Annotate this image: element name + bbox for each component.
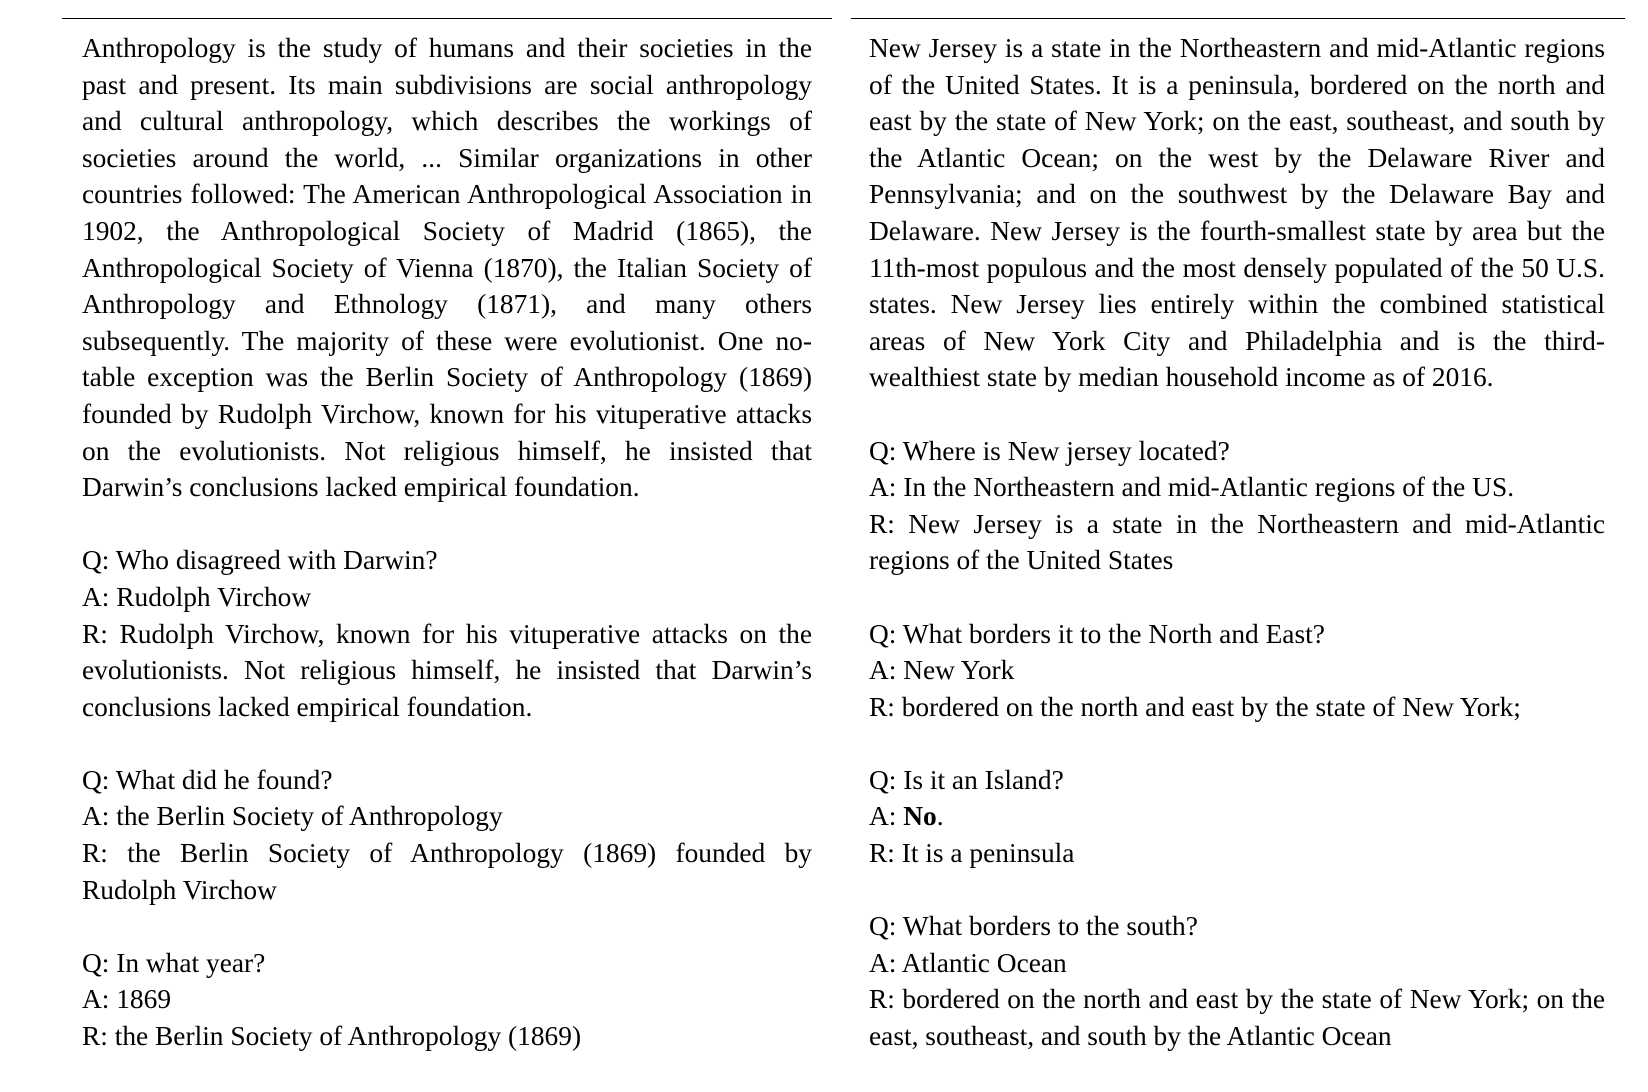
rationale: R: bordered on the north and east by the state of New York; on the east, southeast, and south by the Atlantic Ocean <box>869 984 1605 1052</box>
right-column <box>869 30 1605 1055</box>
question: Q: What borders it to the North and East? <box>869 618 1325 649</box>
answer: A: 1869 <box>82 984 172 1015</box>
right-qa-2 <box>869 616 1605 726</box>
right-passage: New Jersey is a state in the Northeastern and mid-Atlantic regions of the United States. It is a peninsula, bordered on the north and east by the state of New York; on the east, southeast, and south by the Atlantic Ocean; on the west by the Delaware River and Pennsylvania; and on the southwest by the Delaware Bay and Delaware. New Jersey is the fourth-smallest state by area but the 11th-most populous and the most densely populated of the 50 U.S. states. New Jersey lies entirely within the combined statistical areas of New York City and Philadelphia and is the third-wealthiest state by median household income as of 2016. <box>869 33 1605 393</box>
left-qa-1 <box>82 542 812 725</box>
rationale: R: It is a peninsula <box>869 838 1075 869</box>
right-qa-1 <box>869 433 1605 579</box>
left-qa-3 <box>82 945 812 1055</box>
left-passage: Anthropology is the study of humans and their societies in the past and present. Its main subdivisions are social anthropology and cultural anthropology, which describes the workings of societies around the world, ... Similar organizations in other countries followed: The American Anthropological Association in 1902, the Anthropological Society of Madrid (1865), the Anthropological Society of Vienna (1870), the Italian Society of Anthropology and Ethnology (1871), and many others subsequently. The majority of these were evolutionist. One notable exception was the Berlin Society of Anthropology (1869) founded by Rudolph Virchow, known for his vituperative attacks on the evolutionists. Not religious himself, he insisted that Darwin’s conclusions lacked empirical foundation. <box>82 33 812 503</box>
rationale: R: the Berlin Society of Anthropology (1869) <box>82 1021 582 1052</box>
left-column <box>82 30 812 1055</box>
question: Q: Is it an Island? <box>869 764 1064 795</box>
question: Q: Who disagreed with Darwin? <box>82 545 438 576</box>
answer-prefix: A: <box>869 801 904 832</box>
top-rule-right <box>851 18 1625 19</box>
question: Q: In what year? <box>82 947 266 978</box>
question: Q: What borders to the south? <box>869 911 1198 942</box>
answer: A: Atlantic Ocean <box>869 947 1067 978</box>
rationale: R: Rudolph Virchow, known for his vituperative attacks on the evolutionists. Not religious himself, he insisted that Darwin’s conclusions lacked empirical foundation. <box>82 618 812 722</box>
rationale: R: New Jersey is a state in the Northeastern and mid-Atlantic regions of the United States <box>869 508 1605 576</box>
answer: A: In the Northeastern and mid-Atlantic regions of the US. <box>869 472 1515 503</box>
question: Q: Where is New jersey located? <box>869 435 1230 466</box>
answer <box>869 798 1605 835</box>
right-qa-4 <box>869 908 1605 1054</box>
answer-bold: No <box>903 801 937 832</box>
rationale: R: bordered on the north and east by the state of New York; <box>869 691 1521 722</box>
right-qa-3 <box>869 762 1605 872</box>
answer: A: New York <box>869 655 1015 686</box>
answer: A: the Berlin Society of Anthropology <box>82 801 503 832</box>
top-rule-left <box>62 18 832 19</box>
question: Q: What did he found? <box>82 764 333 795</box>
answer-suffix: . <box>936 801 944 832</box>
rationale: R: the Berlin Society of Anthropology (1869) founded by Rudolph Virchow <box>82 838 812 905</box>
answer: A: Rudolph Virchow <box>82 581 312 612</box>
left-qa-2 <box>82 762 812 908</box>
